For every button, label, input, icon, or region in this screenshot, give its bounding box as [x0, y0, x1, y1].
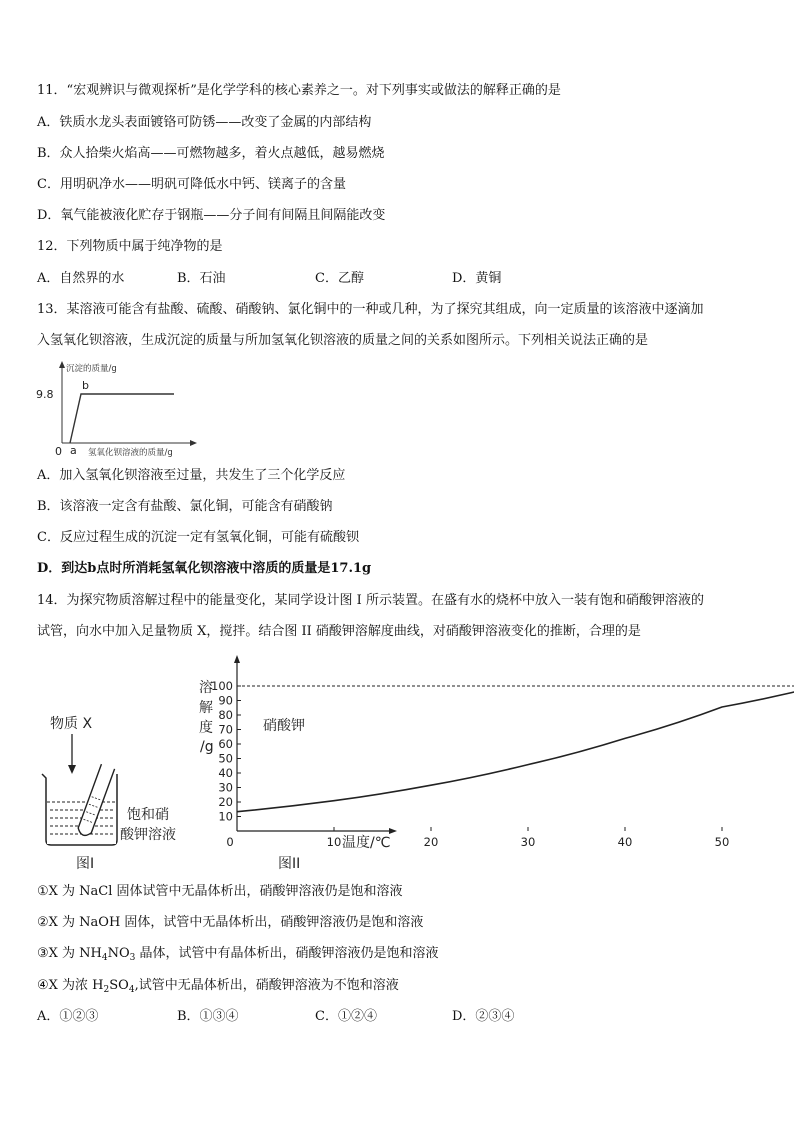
- fig2-y-arrow-icon: [234, 655, 240, 663]
- q11-option-c: C．用明矾净水——明矾可降低水中钙、镁离子的含量: [37, 177, 346, 192]
- q13-origin: 0: [55, 445, 62, 458]
- q14-stem-line1: 14．为探究物质溶解过程中的能量变化，某同学设计图 I 所示装置。在盛有水的烧杯中放入一装有饱和硝酸钾溶液的: [37, 593, 704, 608]
- s4-part-a: ④X 为浓 H: [37, 978, 104, 993]
- fig2-x-tick-label: 20: [423, 835, 439, 849]
- q13-stem-line2: 入氢氧化钡溶液，生成沉淀的质量与所加氢氧化钡溶液的质量之间的关系如图所示。下列相关说法正确的是: [37, 333, 649, 348]
- q13-option-c: C．反应过程生成的沉淀一定有氢氧化铜，可能有硫酸钡: [37, 530, 359, 545]
- q11-stem: 11．“宏观辨识与微观探析”是化学学科的核心素养之一。对下列事实或做法的解释正确的是: [37, 83, 561, 98]
- fig1-arrow-icon: [68, 765, 76, 774]
- q11-option-d: D．氧气能被液化贮存于钢瓶——分子间有间隔且间隔能改变: [37, 208, 386, 223]
- fig2-y-tick-label: 70: [218, 722, 233, 737]
- fig2-y-tick-label: 20: [218, 795, 233, 809]
- fig2-x-tick-label: 40: [617, 835, 633, 849]
- q14-figure-2-solubility-chart: [196, 650, 730, 875]
- fig2-x-tick-label: 50: [714, 835, 730, 849]
- fig2-x-tick-label: 0: [226, 835, 234, 849]
- fig2-y-tick-label: 90: [218, 693, 233, 708]
- q13-option-b: B．该溶液一定含有盐酸、氯化铜，可能含有硝酸钠: [37, 499, 333, 514]
- fig2-y-tick-label: 80: [218, 708, 233, 722]
- q13-option-d: D．到达b点时所消耗氢氧化钡溶液中溶质的质量是17.1g: [37, 561, 372, 576]
- s4-part-b: SO: [109, 978, 129, 993]
- fig2-y-tick-label: 100: [211, 679, 233, 693]
- fig2-y-label-char-4: /g: [200, 739, 214, 755]
- fig2-solubility-curve: [237, 660, 794, 812]
- fig2-x-tick-label: 30: [520, 835, 536, 849]
- s4-sub-1: 2: [103, 985, 110, 995]
- fig2-y-tick-label: 40: [218, 766, 233, 780]
- q13-precipitate-graph: [34, 358, 204, 458]
- q12-options: [37, 271, 737, 287]
- q12-option-b: B．石油: [177, 271, 226, 286]
- fig1-substance-label: 物质 X: [50, 716, 93, 732]
- q13-y-value: 9.8: [36, 388, 54, 401]
- s3-sub-2: 3: [129, 953, 136, 963]
- q12-stem: 12．下列物质中属于纯净物的是: [37, 239, 223, 254]
- q14-statement-4: [37, 978, 399, 994]
- q13-point-a: a: [70, 444, 77, 457]
- q13-y-label: 沉淀的质量/g: [66, 364, 117, 374]
- fig2-curve-label: 硝酸钾: [263, 718, 305, 734]
- q14-option-a: A．①②③: [37, 1009, 99, 1024]
- fig2-guide-lines: [237, 686, 794, 831]
- fig2-y-tick-label: 10: [218, 809, 233, 824]
- fig2-y-tick-label: 30: [218, 780, 233, 795]
- q12-option-d: D．黄铜: [452, 271, 502, 286]
- fig2-y-label-char-3: 度: [199, 720, 213, 736]
- fig2-caption: 图II: [278, 856, 301, 872]
- s3-part-a: ③X 为 NH: [37, 946, 102, 961]
- fig1-solution-label-2: 酸钾溶液: [120, 827, 176, 843]
- fig2-x-arrow-icon: [389, 828, 397, 834]
- q13-option-a: A．加入氢氧化钡溶液至过量，共发生了三个化学反应: [37, 468, 346, 483]
- q14-figure-1: [36, 700, 196, 875]
- fig2-y-label-char-1: 溶: [199, 680, 213, 696]
- q11-option-a: A．铁质水龙头表面镀铬可防锈——改变了金属的内部结构: [37, 115, 372, 130]
- q14-options: [37, 1009, 737, 1025]
- q14-statement-3: [37, 946, 439, 962]
- s4-part-c: ,试管中无晶体析出，硝酸钾溶液为不饱和溶液: [134, 978, 399, 993]
- q13-x-label: 氢氧化钡溶液的质量/g: [88, 448, 173, 458]
- q14-option-b: B．①③④: [177, 1009, 239, 1024]
- fig1-solution-label-1: 饱和硝: [127, 807, 169, 823]
- q12-option-a: A．自然界的水: [37, 271, 125, 286]
- fig2-y-label-char-2: 解: [199, 700, 213, 716]
- q14-option-d: D．②③④: [452, 1009, 515, 1024]
- s4-sub-2: 4: [128, 985, 135, 995]
- q14-statement-2: ②X 为 NaOH 固体，试管中无晶体析出，硝酸钾溶液仍是饱和溶液: [37, 915, 424, 930]
- fig1-caption: 图I: [76, 856, 95, 872]
- q12-option-c: C．乙醇: [315, 271, 364, 286]
- fig2-y-tick-label: 60: [218, 737, 233, 751]
- fig2-x-tick-label: 10: [326, 835, 342, 849]
- s3-part-c: 晶体，试管中有晶体析出，硝酸钾溶液仍是饱和溶液: [135, 946, 439, 961]
- fig2-x-label: 温度/℃: [342, 835, 391, 851]
- q13-point-b: b: [82, 379, 89, 392]
- s3-part-b: NO: [107, 946, 130, 961]
- q14-option-c: C．①②④: [315, 1009, 377, 1024]
- s3-sub-1: 4: [101, 953, 108, 963]
- q14-stem-line2: 试管，向水中加入足量物质 X，搅拌。结合图 II 硝酸钾溶解度曲线，对硝酸钾溶液变化的推断，合理的是: [37, 624, 641, 639]
- fig2-y-tick-label: 50: [218, 751, 233, 766]
- q14-statement-1: ①X 为 NaCl 固体试管中无晶体析出，硝酸钾溶液仍是饱和溶液: [37, 884, 403, 899]
- q13-stem-line1: 13．某溶液可能含有盐酸、硫酸、硝酸钠、氯化铜中的一种或几种，为了探究其组成，向一定质量的该溶液中逐滴加: [37, 302, 704, 317]
- q11-option-b: B．众人拾柴火焰高——可燃物越多，着火点越低，越易燃烧: [37, 146, 385, 161]
